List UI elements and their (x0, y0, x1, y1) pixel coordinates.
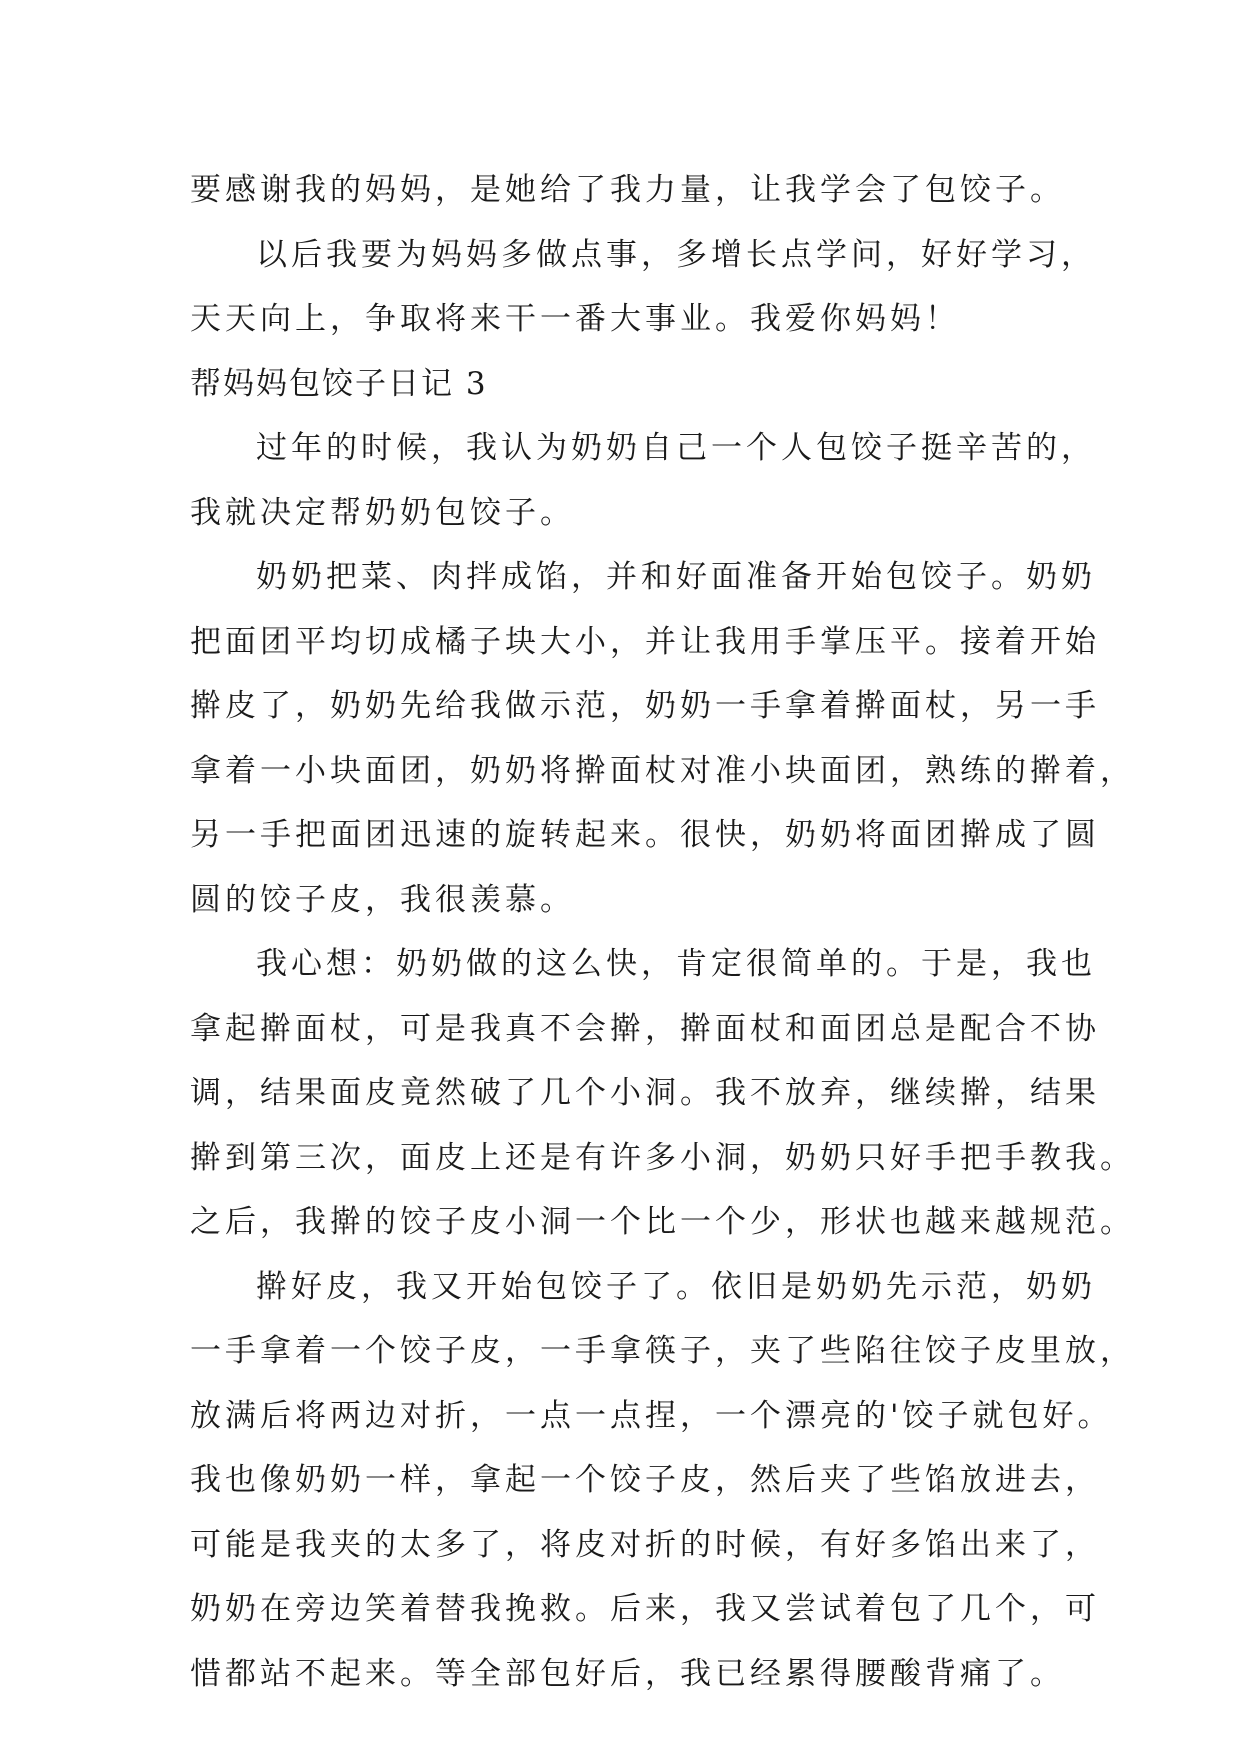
text-line: 之后，我擀的饺子皮小洞一个比一个少，形状也越来越规范。 (190, 1204, 1135, 1240)
text-line: 擀皮了，奶奶先给我做示范，奶奶一手拿着擀面杖，另一手 (190, 688, 1100, 724)
text-line: 惜都站不起来。等全部包好后，我已经累得腰酸背痛了。 (190, 1655, 1065, 1692)
paragraph-start-line: 我心想：奶奶做的这么快，肯定很简单的。于是，我也 (256, 946, 1096, 982)
paragraph-start-line: 以后我要为妈妈多做点事，多增长点学问，好好学习， (256, 236, 1096, 273)
text-line: 把面团平均切成橘子块大小，并让我用手掌压平。接着开始 (190, 623, 1100, 660)
text-line: 拿着一小块面团，奶奶将擀面杖对准小块面团，熟练的擀着， (190, 752, 1135, 789)
section-heading: 帮妈妈包饺子日记 3 (190, 365, 488, 402)
text-line: 我也像奶奶一样，拿起一个饺子皮，然后夹了些馅放进去， (190, 1462, 1100, 1498)
paragraph-start-line: 奶奶把菜、肉拌成馅，并和好面准备开始包饺子。奶奶 (256, 559, 1096, 595)
text-line: 一手拿着一个饺子皮，一手拿筷子，夹了些陷往饺子皮里放， (190, 1333, 1135, 1369)
text-line: 圆的饺子皮，我很羡慕。 (190, 881, 575, 918)
paragraph-start-line: 过年的时候，我认为奶奶自己一个人包饺子挺辛苦的， (256, 430, 1096, 466)
text-line: 擀到第三次，面皮上还是有许多小洞，奶奶只好手把手教我。 (190, 1139, 1135, 1176)
text-line: 天天向上，争取将来干一番大事业。我爱你妈妈！ (190, 301, 960, 337)
document-body (190, 158, 1135, 1706)
text-line: 可能是我夹的太多了，将皮对折的时候，有好多馅出来了， (190, 1526, 1100, 1563)
paragraph-start-line: 擀好皮，我又开始包饺子了。依旧是奶奶先示范，奶奶 (256, 1268, 1096, 1305)
text-line: 另一手把面团迅速的旋转起来。很快，奶奶将面团擀成了圆 (190, 817, 1100, 853)
text-line: 调，结果面皮竟然破了几个小洞。我不放弃，继续擀，结果 (190, 1075, 1100, 1111)
text-line: 拿起擀面杖，可是我真不会擀，擀面杖和面团总是配合不协 (190, 1010, 1100, 1047)
text-line: 放满后将两边对折，一点一点捏，一个漂亮的'饺子就包好。 (190, 1397, 1113, 1434)
text-line: 奶奶在旁边笑着替我挽救。后来，我又尝试着包了几个，可 (190, 1591, 1100, 1627)
text-line: 要感谢我的妈妈，是她给了我力量，让我学会了包饺子。 (190, 172, 1065, 208)
text-line: 我就决定帮奶奶包饺子。 (190, 494, 575, 531)
